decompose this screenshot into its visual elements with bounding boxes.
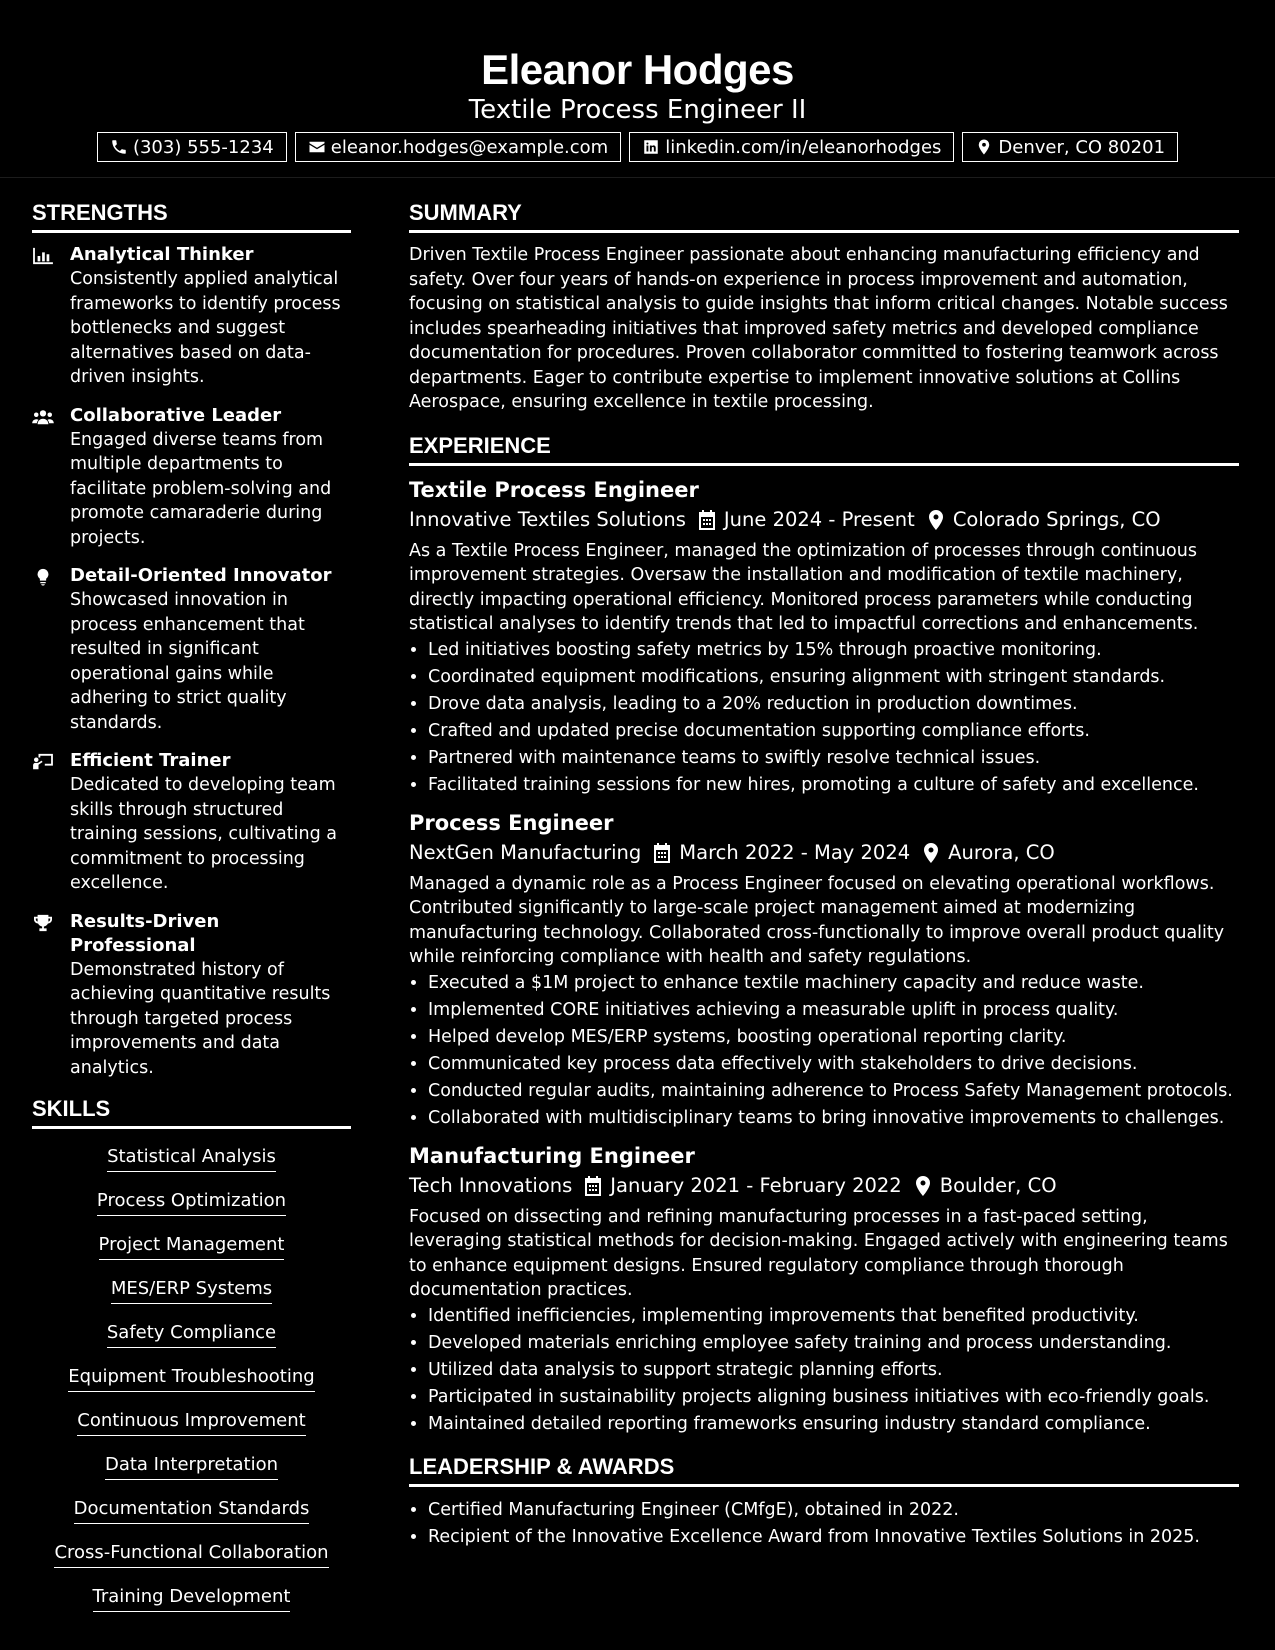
map-pin-icon [927,510,945,530]
job-dates: January 2021 - February 2022 [610,1173,902,1197]
lightbulb-icon [32,568,54,586]
map-pin-icon [922,843,940,863]
awards-list [409,1497,1239,1551]
calendar-icon [698,510,716,530]
phone-icon [110,138,128,156]
strength-desc: Dedicated to developing team skills through structured training sessions, cultivating a commitment to processing excellence. [70,775,337,893]
strength-desc: Demonstrated history of achieving quantitative results through targeted process improvements and data analytics. [70,959,331,1078]
bullet-item: • Participated in sustainability projects aligning business initiatives with eco-friendly goals. [428,1384,1239,1411]
skills-heading: SKILLS [32,1094,351,1129]
calendar-icon [653,843,671,863]
strength-item [32,749,351,896]
left-column [32,198,351,1629]
map-pin-icon [914,1176,932,1196]
bullet-item: • Facilitated training sessions for new hires, promoting a culture of safety and excellence. [428,772,1239,799]
job-location: Colorado Springs, CO [952,507,1161,531]
bar-chart-icon [32,247,54,265]
linkedin-icon [642,138,660,156]
strength-title: Results-Driven Professional [70,910,220,956]
awards-heading: LEADERSHIP & AWARDS [409,1452,1239,1487]
strength-title: Efficient Trainer [70,750,231,771]
location-text: Denver, CO 80201 [998,136,1166,158]
bullet-item: • Collaborated with multidisciplinary teams to bring innovative improvements to challenges. [428,1105,1239,1132]
strength-title: Analytical Thinker [70,244,254,265]
bullet-item: • Developed materials enriching employee safety training and process understanding. [428,1330,1239,1357]
job-location: Boulder, CO [939,1173,1057,1197]
bullet-item: • Partnered with maintenance teams to swiftly resolve technical issues. [428,745,1239,772]
strength-title: Detail-Oriented Innovator [70,565,332,586]
contact-location [962,132,1178,162]
phone-text: (303) 555-1234 [132,136,274,158]
award-item: • Certified Manufacturing Engineer (CMfgE), obtained in 2022. [428,1497,1239,1524]
job-entry [409,476,1239,799]
job-bullets [409,637,1239,799]
skill-item: Safety Compliance [107,1321,276,1348]
skills-list [32,1145,351,1629]
bullet-item: • Crafted and updated precise documentation supporting compliance efforts. [428,718,1239,745]
skill-item: Process Optimization [97,1189,286,1216]
job-title: Textile Process Engineer [409,477,699,502]
strength-desc: Consistently applied analytical frameworks to identify process bottlenecks and suggest alternatives based on data-driven insights. [70,269,341,387]
users-icon [32,408,54,426]
strength-desc: Showcased innovation in process enhancement that resulted in significant operational gains while adhering to strict quality standards. [70,590,305,733]
bullet-item: • Coordinated equipment modifications, ensuring alignment with stringent standards. [428,664,1239,691]
resume-header [0,0,1275,178]
experience-heading: EXPERIENCE [409,431,1239,466]
strength-title: Collaborative Leader [70,404,282,426]
job-location: Aurora, CO [948,840,1055,864]
skill-item: Data Interpretation [105,1453,278,1480]
strengths-list [32,243,351,1080]
bullet-item: • Executed a $1M project to enhance textile machinery capacity and reduce waste. [428,970,1239,997]
right-column [409,198,1239,1551]
strength-item [32,404,351,551]
map-pin-icon [975,138,993,156]
bullet-item: • Maintained detailed reporting frameworks ensuring industry standard compliance. [428,1411,1239,1438]
trophy-icon [32,914,54,932]
bullet-item: • Utilized data analysis to support strategic planning efforts. [428,1357,1239,1384]
strength-item [32,564,351,735]
job-title: Manufacturing Engineer [409,1143,695,1168]
job-bullets [409,1303,1239,1438]
contact-bar [0,132,1275,162]
job-meta [409,507,1239,533]
job-entry [409,809,1239,1132]
calendar-icon [584,1176,602,1196]
skill-item: Continuous Improvement [77,1409,305,1436]
candidate-name: Eleanor Hodges [481,46,794,93]
job-description: Managed a dynamic role as a Process Engineer focused on elevating operational workflows. Contributed significantly to large-scale project management aimed at modernizing manufacturing technology. Collaborated cross-functionally to improve overall product quality while reinforcing compliance with health and safety regulations. [409,873,1225,967]
email-text: eleanor.hodges@example.com [330,136,609,158]
job-company: Tech Innovations [409,1173,573,1197]
job-description: As a Textile Process Engineer, managed the optimization of processes through continuous improvement strategies. Oversaw the installation and modification of textile machinery, directly impacting operational efficiency. Monitored process parameters while conducting statistical analyses to identify trends that led to impactful corrections and enhancements. [409,540,1199,634]
award-item: • Recipient of the Innovative Excellence Award from Innovative Textiles Solutions in 2025. [428,1524,1239,1551]
bullet-item: • Led initiatives boosting safety metrics by 15% through proactive monitoring. [428,637,1239,664]
job-description: Focused on dissecting and refining manufacturing processes in a fast-paced setting, leveraging statistical methods for decision-making. Engaged actively with engineering teams to enhance equipment designs. Ensured regulatory compliance through thorough documentation practices. [409,1206,1228,1300]
bullet-item: • Communicated key process data effectively with stakeholders to drive decisions. [428,1051,1239,1078]
skill-item: Documentation Standards [74,1497,310,1524]
job-meta [409,840,1239,866]
summary-heading: SUMMARY [409,198,1239,233]
bullet-item: • Identified inefficiencies, implementing improvements that benefited productivity. [428,1303,1239,1330]
strength-desc: Engaged diverse teams from multiple departments to facilitate problem-solving and promote camaraderie during projects. [70,429,332,548]
contact-linkedin[interactable] [629,132,954,162]
job-entry [409,1142,1239,1438]
strength-item [32,910,351,1081]
bullet-item: • Drove data analysis, leading to a 20% reduction in production downtimes. [428,691,1239,718]
skill-item: Cross-Functional Collaboration [54,1541,328,1568]
chalkboard-teacher-icon [32,753,54,771]
job-company: Innovative Textiles Solutions [409,507,686,531]
skill-item: Training Development [93,1585,291,1612]
linkedin-text: linkedin.com/in/eleanorhodges [665,136,942,158]
summary-text: Driven Textile Process Engineer passionate about enhancing manufacturing efficiency and safety. Over four years of hands-on experience in process improvement and automation, focusing on statistical analysis to guide insights that inform critical changes. Notable success includes spearheading initiatives that improved safety metrics and developed compliance documentation for procedures. Proven collaborator committed to fostering teamwork across departments. Eager to contribute expertise to implement innovative solutions at Collins Aerospace, ensuring excellence in textile processing. [409,245,1228,412]
bullet-item: • Helped develop MES/ERP systems, boosting operational reporting clarity. [428,1024,1239,1051]
bullet-item: • Implemented CORE initiatives achieving a measurable uplift in process quality. [428,997,1239,1024]
job-dates: June 2024 - Present [723,507,915,531]
contact-email[interactable] [295,132,621,162]
job-bullets [409,970,1239,1132]
strength-item [32,243,351,390]
skill-item: Project Management [99,1233,285,1260]
job-title: Process Engineer [409,810,614,835]
bullet-item: • Conducted regular audits, maintaining adherence to Process Safety Management protocols. [428,1078,1239,1105]
job-dates: March 2022 - May 2024 [679,840,911,864]
candidate-title: Textile Process Engineer II [468,95,807,125]
job-company: NextGen Manufacturing [409,840,642,864]
job-meta [409,1173,1239,1199]
skill-item: MES/ERP Systems [111,1277,272,1304]
contact-phone[interactable] [97,132,287,162]
skill-item: Equipment Troubleshooting [68,1365,314,1392]
envelope-icon [308,138,326,156]
skill-item: Statistical Analysis [107,1145,276,1172]
strengths-heading: STRENGTHS [32,198,351,233]
